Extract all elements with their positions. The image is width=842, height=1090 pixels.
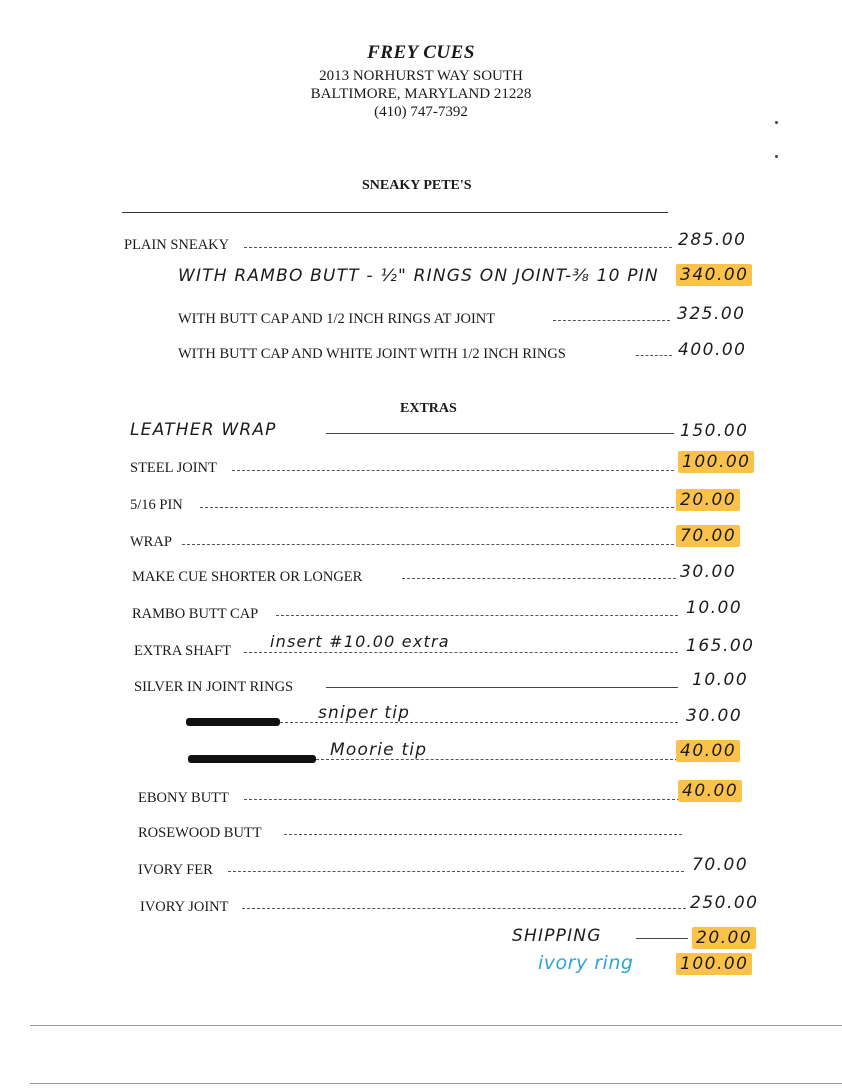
shipping-price: 20.00 (692, 927, 756, 949)
item-price-highlighted: 40.00 (678, 780, 742, 802)
item-price: 10.00 (692, 670, 749, 690)
item-label: IVORY FER (138, 862, 213, 878)
item-label: STEEL JOINT (130, 460, 217, 476)
item-label-handwritten: WITH RAMBO BUTT - ½" RINGS ON JOINT-⅜ 10 PIN (178, 266, 659, 286)
item-label-handwritten: Moorie tip (330, 740, 428, 760)
footer-divider (30, 1083, 842, 1084)
item-price: 250.00 (690, 893, 759, 913)
extras-heading: EXTRAS (400, 401, 457, 416)
leader-line (244, 247, 672, 248)
ivory-ring-price: 100.00 (676, 953, 752, 975)
speck-dot (775, 121, 778, 124)
leader-line (244, 799, 680, 800)
redaction-mark (186, 718, 280, 726)
leader-line (242, 908, 686, 909)
leader-line (276, 615, 678, 616)
item-price: 30.00 (680, 562, 737, 582)
item-price: 400.00 (678, 340, 747, 360)
item-label-handwritten: sniper tip (318, 703, 411, 723)
item-label: RAMBO BUTT CAP (132, 606, 259, 622)
item-label: EXTRA SHAFT (134, 643, 232, 659)
leader-line (200, 507, 674, 508)
handwritten-note: insert #10.00 extra (270, 632, 450, 651)
item-label: WRAP (130, 534, 172, 550)
phone-number: (410) 747-7392 (374, 104, 468, 120)
leader-line (402, 578, 676, 579)
item-label: EBONY BUTT (138, 790, 229, 806)
sneaky-petes-heading: SNEAKY PETE'S (362, 178, 472, 193)
item-price-highlighted: 70.00 (676, 525, 740, 547)
item-price: 285.00 (678, 230, 747, 250)
item-price: 325.00 (677, 304, 746, 324)
leader-line (636, 355, 672, 356)
item-price: 30.00 (686, 706, 743, 726)
shipping-label: SHIPPING (512, 926, 602, 946)
address-line-2: BALTIMORE, MARYLAND 21228 (310, 86, 532, 102)
item-label: WITH BUTT CAP AND WHITE JOINT WITH 1/2 INCH RINGS (178, 346, 566, 362)
item-label: IVORY JOINT (140, 899, 229, 915)
leader-line (232, 470, 674, 471)
item-label: 5/16 PIN (130, 497, 183, 513)
leader-line (326, 433, 674, 434)
item-price-highlighted: 40.00 (676, 740, 740, 762)
leader-line (636, 938, 688, 939)
item-label: PLAIN SNEAKY (124, 237, 230, 253)
item-price: 150.00 (680, 421, 749, 441)
leader-line (284, 834, 682, 835)
section-divider (122, 212, 668, 213)
speck-dot (775, 155, 778, 158)
item-price: 165.00 (686, 636, 755, 656)
ivory-ring-label: ivory ring (538, 952, 634, 974)
leader-line (244, 652, 678, 653)
item-label: MAKE CUE SHORTER OR LONGER (132, 569, 363, 585)
leader-line (326, 687, 678, 688)
item-label-handwritten: LEATHER WRAP (130, 420, 277, 440)
item-price-highlighted: 20.00 (676, 489, 740, 511)
company-name: FREY CUES (367, 42, 475, 63)
redaction-mark (188, 755, 316, 763)
item-label: WITH BUTT CAP AND 1/2 INCH RINGS AT JOINT (178, 311, 496, 327)
item-price: 70.00 (692, 855, 749, 875)
item-label: ROSEWOOD BUTT (138, 825, 262, 841)
leader-line (553, 320, 670, 321)
leader-line (182, 544, 674, 545)
item-label: SILVER IN JOINT RINGS (134, 679, 294, 695)
item-price-highlighted: 340.00 (676, 264, 752, 286)
leader-line (228, 871, 684, 872)
item-price: 10.00 (686, 598, 743, 618)
item-price-highlighted: 100.00 (678, 451, 754, 473)
footer-divider (30, 1025, 842, 1026)
address-line-1: 2013 NORHURST WAY SOUTH (319, 68, 523, 84)
